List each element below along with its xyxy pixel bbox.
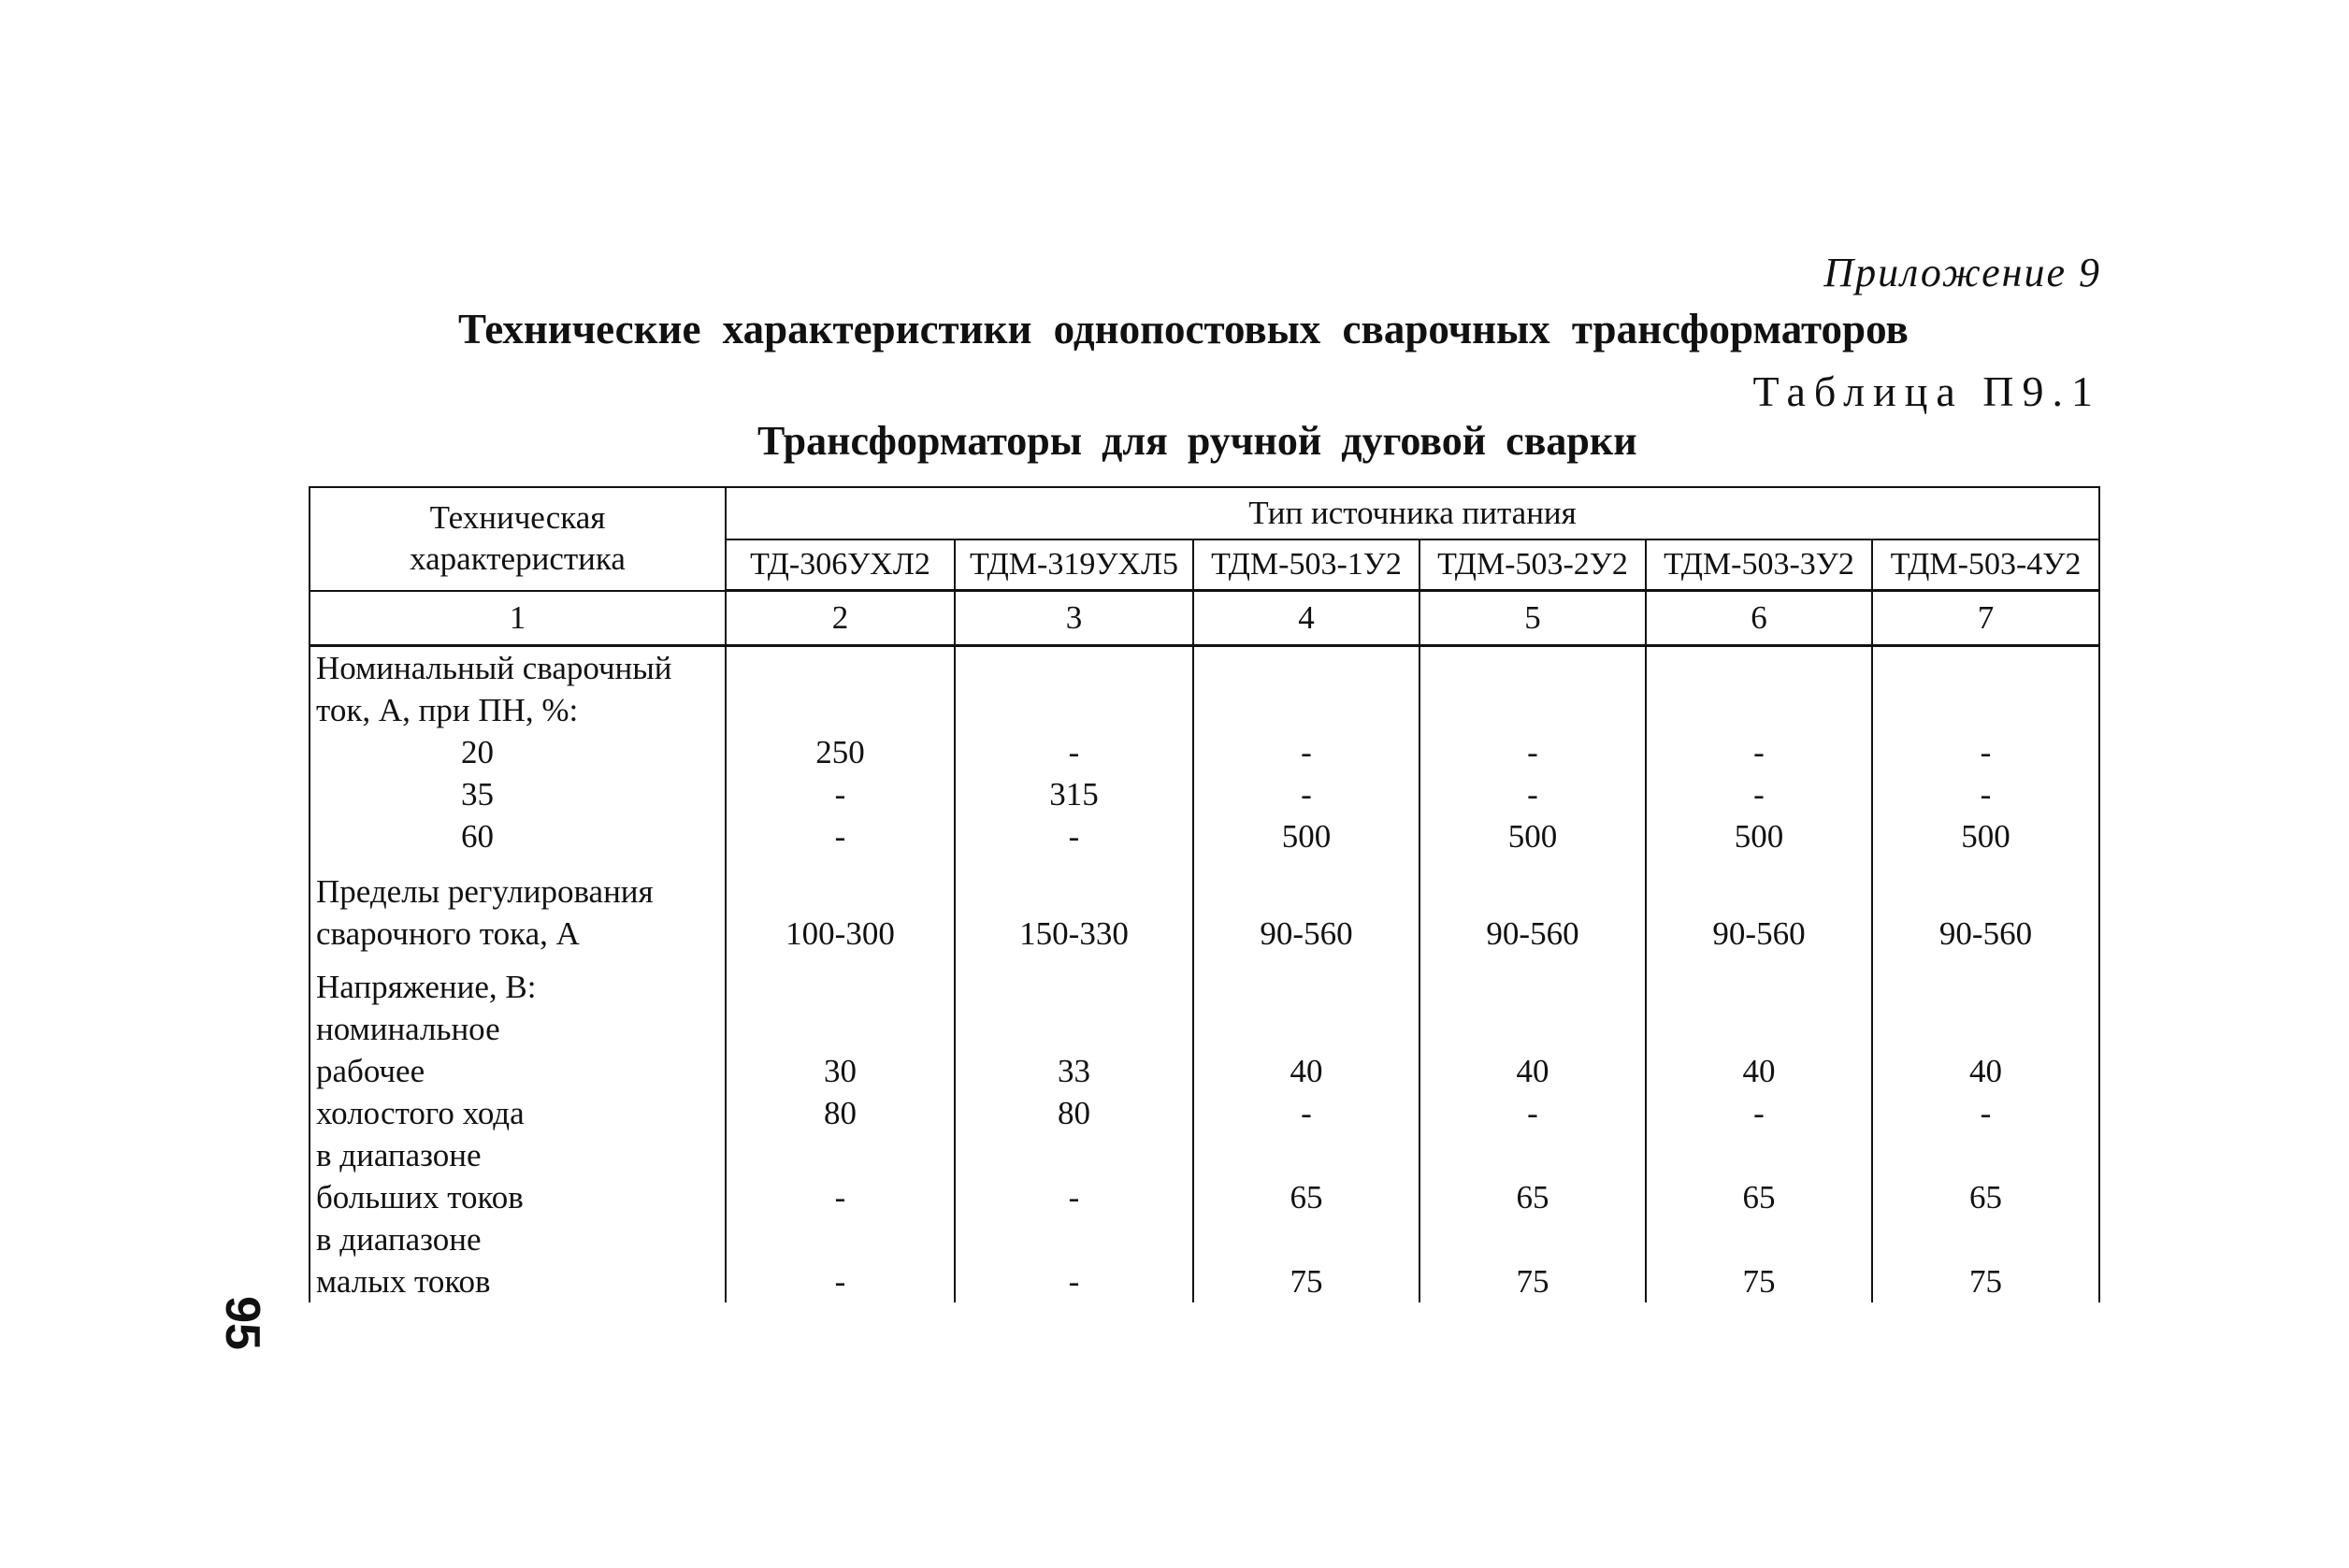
table-cell: 500 [1961, 818, 2010, 855]
table-cell: 500 [1281, 818, 1332, 855]
row-label: Пределы регулирования [316, 873, 654, 910]
table-cell: 90-560 [1938, 915, 2033, 952]
row-label: Напряжение, В: [316, 969, 537, 1005]
column-number: 6 [1646, 591, 1872, 646]
table-cell: 90-560 [1260, 915, 1353, 952]
model-values-column [1872, 646, 2099, 1303]
table-cell: 33 [1058, 1053, 1090, 1089]
table-cell: 90-560 [1712, 915, 1806, 952]
model-values-column [726, 646, 955, 1303]
table-cell: 75 [1516, 1263, 1549, 1300]
table-cell: - [1527, 734, 1538, 770]
table-cell: 80 [1058, 1095, 1090, 1131]
table-cell: 80 [824, 1095, 857, 1131]
table-cell: 65 [1969, 1179, 2002, 1216]
model-values-column [1193, 646, 1419, 1303]
table-cell: 75 [1290, 1263, 1323, 1300]
table-cell: - [834, 818, 846, 855]
table-cell: 75 [1969, 1263, 2002, 1300]
column-number: 7 [1872, 591, 2099, 646]
model-values-column [955, 646, 1193, 1303]
table-cell: 65 [1290, 1179, 1323, 1216]
row-label: 20 [461, 734, 494, 770]
table-cell: - [1980, 734, 1992, 770]
table-cell: 500 [1734, 818, 1784, 855]
table-cell: - [1980, 776, 1992, 813]
row-label: 60 [461, 818, 494, 855]
table-cell: - [834, 1263, 846, 1300]
table-cell: 65 [1516, 1179, 1549, 1216]
model-values-column [1646, 646, 1872, 1303]
row-label: сварочного тока, А [316, 915, 580, 952]
table-cell: 150-330 [1019, 915, 1129, 952]
table-cell: 75 [1742, 1263, 1776, 1300]
row-label: малых токов [316, 1263, 491, 1300]
table-cell: 30 [824, 1053, 857, 1089]
table-cell: 100-300 [785, 915, 895, 952]
power-source-type-header: Тип источника питания [726, 487, 2099, 539]
column-number: 4 [1193, 591, 1419, 646]
table-cell: - [1301, 734, 1312, 770]
page-number: 95 [214, 1296, 269, 1350]
table-cell: 65 [1742, 1179, 1776, 1216]
table-cell: 90-560 [1486, 915, 1579, 952]
row-label: 35 [461, 776, 494, 813]
table-cell: 500 [1507, 818, 1558, 855]
table-cell: 250 [815, 734, 865, 770]
model-header: ТДМ-503-1У2 [1193, 539, 1419, 591]
characteristic-header: Техническая характеристика [310, 487, 726, 591]
table-cell: - [1753, 1095, 1765, 1131]
table-cell: - [1068, 734, 1080, 770]
row-label: Номинальный сварочный [316, 650, 672, 686]
table-subtitle: Трансформаторы для ручной дуговой сварки [757, 418, 1637, 464]
column-number: 5 [1419, 591, 1646, 646]
model-header: ТДМ-503-3У2 [1646, 539, 1872, 591]
row-label: рабочее [316, 1053, 425, 1089]
row-label: холостого хода [316, 1095, 525, 1131]
model-header: ТДМ-503-4У2 [1872, 539, 2099, 591]
table-cell: - [834, 776, 846, 813]
column-number: 3 [955, 591, 1193, 646]
table-cell: - [1301, 776, 1312, 813]
column-number: 2 [726, 591, 955, 646]
table-cell: - [1980, 1095, 1992, 1131]
row-label: в диапазоне [316, 1137, 482, 1173]
table-cell: - [1068, 1263, 1080, 1300]
table-cell: - [1527, 1095, 1538, 1131]
model-header: ТДМ-503-2У2 [1419, 539, 1646, 591]
specifications-table [309, 486, 2100, 1302]
model-values-column [1419, 646, 1646, 1303]
model-header: ТДМ-319УХЛ5 [955, 539, 1193, 591]
row-label: больших токов [316, 1179, 524, 1216]
column-number: 1 [310, 591, 726, 646]
table-cell: 40 [1742, 1053, 1776, 1089]
row-label: в диапазоне [316, 1221, 482, 1258]
table-cell: - [1068, 818, 1080, 855]
table-cell: - [1753, 734, 1765, 770]
document-title: Технические характеристики однопостовых сварочных трансформаторов [458, 306, 1909, 352]
model-header: ТД-306УХЛ2 [726, 539, 955, 591]
row-label: ток, А, при ПН, %: [316, 692, 579, 728]
table-cell: 40 [1969, 1053, 2002, 1089]
table-number-label: Таблица П9.1 [1752, 367, 2101, 415]
characteristics-column [310, 646, 726, 1303]
table-cell: 40 [1290, 1053, 1323, 1089]
table-cell: - [1753, 776, 1765, 813]
table-cell: - [1527, 776, 1538, 813]
table-cell: - [834, 1179, 846, 1216]
table-cell: 315 [1049, 776, 1099, 813]
appendix-label: Приложение 9 [1823, 250, 2101, 295]
table-cell: - [1068, 1179, 1080, 1216]
table-cell: 40 [1516, 1053, 1549, 1089]
row-label: номинальное [316, 1011, 500, 1047]
table-cell: - [1301, 1095, 1312, 1131]
